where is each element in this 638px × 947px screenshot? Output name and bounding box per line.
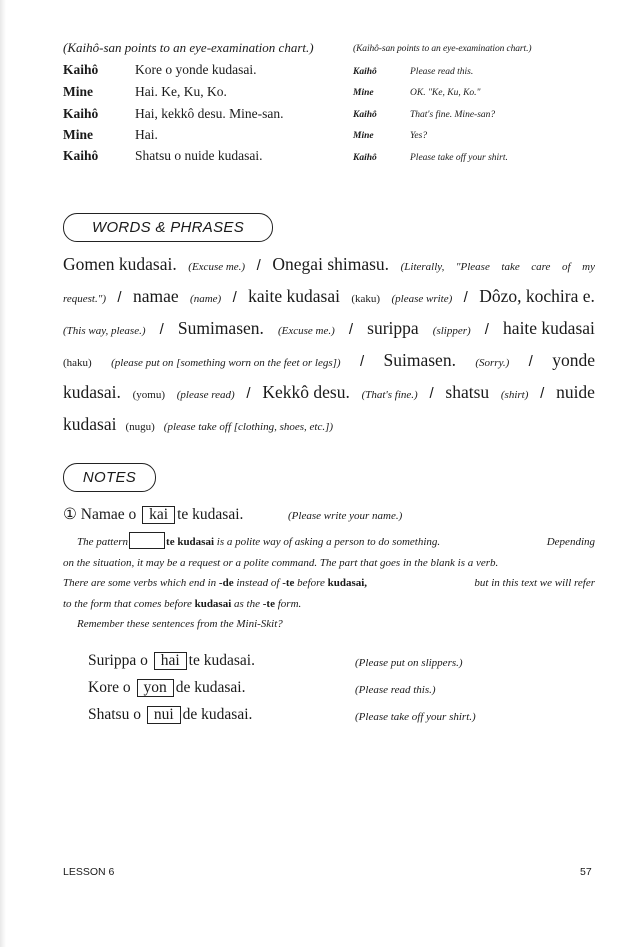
- explanation-line: [63, 594, 595, 615]
- separator: /: [246, 385, 251, 402]
- dictionary-form: (haku): [63, 357, 92, 369]
- note-number: ①: [63, 506, 77, 523]
- skit-en-line: OK. "Ke, Ku, Ko.": [410, 88, 481, 98]
- skit-speaker: Kaihô: [63, 106, 99, 121]
- separator: /: [463, 289, 468, 306]
- jp-phrase: yonde: [552, 350, 595, 370]
- en-gloss: (please take off [clothing, shoes, etc.]): [163, 421, 334, 433]
- example-translation: (Please take off your shirt.): [355, 711, 476, 723]
- example-prefix: Namae o: [80, 506, 137, 523]
- verb-stem-box: yon: [137, 679, 174, 697]
- example-translation: (Please read this.): [355, 684, 436, 696]
- jp-phrase: Sumimasen.: [177, 318, 264, 338]
- bold-term: -te: [262, 597, 275, 610]
- words-phrases-heading: [63, 213, 273, 242]
- note-1-explanation: [63, 532, 595, 635]
- dictionary-form: (kaku): [351, 293, 381, 305]
- en-gloss: request."): [63, 293, 107, 305]
- separator: /: [429, 385, 434, 402]
- example-sentence: [88, 679, 245, 697]
- skit-speaker: Kaihô: [63, 62, 99, 77]
- separator: /: [348, 321, 354, 338]
- skit-en-speaker: Mine: [353, 88, 374, 98]
- note-1-translation: (Please write your name.): [288, 510, 403, 522]
- jp-phrase: surippa: [367, 318, 419, 338]
- example-suffix: de kudasai.: [175, 679, 246, 696]
- example-prefix: Surippa o: [88, 652, 148, 669]
- bold-term: kudasai,: [327, 577, 368, 589]
- blank-box: [129, 532, 165, 549]
- jp-phrase: Gomen kudasai.: [63, 254, 177, 274]
- en-gloss: (Literally,: [400, 261, 445, 273]
- separator: /: [117, 289, 122, 306]
- skit-line: Kore o yonde kudasai.: [135, 62, 257, 77]
- en-gloss: take: [501, 261, 520, 273]
- separator: /: [159, 321, 164, 338]
- example-translation: (Please put on slippers.): [355, 657, 463, 669]
- text-run: but in this text we will refer: [474, 577, 595, 589]
- en-gloss: of: [562, 261, 571, 273]
- dictionary-form: (yomu): [132, 389, 165, 401]
- skit-speaker: Mine: [63, 127, 93, 142]
- skit-en-stage-direction: (Kaihô-san points to an eye-examination chart.): [353, 44, 532, 54]
- skit-line: Hai.: [135, 127, 158, 142]
- words-line: [63, 318, 595, 350]
- notes-heading: [63, 463, 156, 492]
- explanation-line: [63, 573, 595, 594]
- separator: /: [232, 289, 237, 306]
- en-gloss: "Please: [455, 261, 490, 273]
- example-sentence: [88, 706, 252, 724]
- note-1-example: [63, 505, 243, 524]
- text-run: There are some verbs which end in: [63, 577, 217, 589]
- en-gloss: (name): [190, 293, 222, 305]
- skit-en-speaker: Mine: [353, 131, 374, 141]
- jp-phrase: kudasai.: [63, 382, 121, 402]
- skit-speaker: Mine: [63, 84, 93, 99]
- text-run: instead of: [236, 577, 280, 589]
- page-edge-shadow: [0, 0, 6, 947]
- words-line: [63, 254, 595, 286]
- notes-heading-text: NOTES: [82, 469, 137, 486]
- skit-en-speaker: Kaihô: [353, 67, 377, 77]
- separator: /: [359, 353, 365, 370]
- bold-term: kudasai: [194, 597, 232, 610]
- en-gloss: (please read): [176, 389, 235, 401]
- example-suffix: te kudasai.: [188, 652, 255, 669]
- jp-phrase: haite kudasai: [503, 318, 595, 338]
- skit-en-line: Please take off your shirt.: [410, 153, 508, 163]
- example-prefix: Kore o: [88, 679, 131, 696]
- en-gloss: (please put on [something worn on the feet or legs]): [111, 357, 341, 369]
- skit-line: Hai, kekkô desu. Mine-san.: [135, 106, 284, 121]
- jp-phrase: shatsu: [445, 382, 490, 402]
- skit-line: Shatsu o nuide kudasai.: [135, 148, 263, 163]
- words-phrases-block: [63, 254, 595, 446]
- skit-en-line: That's fine. Mine-san?: [410, 110, 496, 120]
- words-line: [63, 414, 595, 446]
- words-line: [63, 286, 595, 318]
- en-gloss: (This way, please.): [63, 325, 146, 337]
- skit-en-line: Please read this.: [410, 67, 474, 77]
- verb-stem-box: nui: [147, 706, 181, 724]
- text-run: The pattern: [77, 536, 129, 548]
- skit-en-speaker: Kaihô: [353, 153, 377, 163]
- text-run: as the: [234, 597, 261, 610]
- text-run: on the situation, it may be a request or a polite command. The part that goes in the blank is a verb.: [63, 556, 499, 569]
- jp-phrase: Kekkô desu.: [262, 382, 350, 402]
- text-run: to the form that comes before: [63, 597, 192, 610]
- separator: /: [540, 385, 545, 402]
- en-gloss: my: [582, 261, 595, 273]
- example-suffix: de kudasai.: [182, 706, 253, 723]
- en-gloss: (Sorry.): [475, 357, 510, 369]
- en-gloss: care: [531, 261, 551, 273]
- skit-en-line: Yes?: [410, 131, 428, 141]
- page-number: 57: [580, 866, 592, 878]
- separator: /: [484, 321, 489, 338]
- jp-phrase: Onegai shimasu.: [272, 254, 390, 274]
- en-gloss: (please write): [391, 293, 453, 305]
- explanation-line: [63, 614, 595, 635]
- explanation-line: [63, 553, 595, 574]
- en-gloss: (slipper): [432, 325, 471, 337]
- skit-line: Hai. Ke, Ku, Ko.: [135, 84, 227, 99]
- explanation-line: [63, 532, 595, 553]
- dictionary-form: (nugu): [125, 421, 155, 433]
- en-gloss: (That's fine.): [361, 389, 418, 401]
- en-gloss: (Excuse me.): [278, 325, 335, 337]
- text-run: form.: [277, 597, 302, 610]
- jp-phrase: Suimasen.: [383, 350, 456, 370]
- words-line: [63, 350, 595, 382]
- jp-phrase: kudasai: [63, 414, 117, 434]
- separator: /: [256, 257, 261, 274]
- jp-phrase: nuide: [556, 382, 595, 402]
- text-run: Depending: [546, 536, 595, 548]
- verb-stem-box: kai: [142, 506, 175, 524]
- text-run: Remember these sentences from the Mini-Skit?: [77, 618, 283, 630]
- skit-en-speaker: Kaihô: [353, 110, 377, 120]
- en-gloss: (Excuse me.): [188, 261, 246, 273]
- text-run: is a polite way of asking a person to do something.: [216, 536, 441, 548]
- skit-stage-direction: (Kaihô-san points to an eye-examination chart.): [63, 40, 314, 55]
- skit-speaker: Kaihô: [63, 148, 99, 163]
- verb-stem-box: hai: [154, 652, 187, 670]
- text-run: before: [297, 577, 325, 589]
- bold-term: -te: [282, 577, 295, 589]
- jp-phrase: namae: [132, 286, 179, 306]
- example-sentence: [88, 652, 255, 670]
- jp-phrase: kaite kudasai: [248, 286, 340, 306]
- example-prefix: Shatsu o: [88, 706, 141, 723]
- words-line: [63, 382, 595, 414]
- lesson-label: LESSON 6: [63, 866, 115, 878]
- bold-term: -de: [218, 577, 234, 589]
- words-phrases-heading-text: WORDS & PHRASES: [91, 219, 245, 236]
- pattern-text: te kudasai: [166, 536, 215, 548]
- en-gloss: (shirt): [500, 389, 529, 401]
- separator: /: [528, 353, 533, 370]
- example-suffix: te kudasai.: [177, 506, 244, 523]
- jp-phrase: Dôzo, kochira e.: [479, 286, 595, 306]
